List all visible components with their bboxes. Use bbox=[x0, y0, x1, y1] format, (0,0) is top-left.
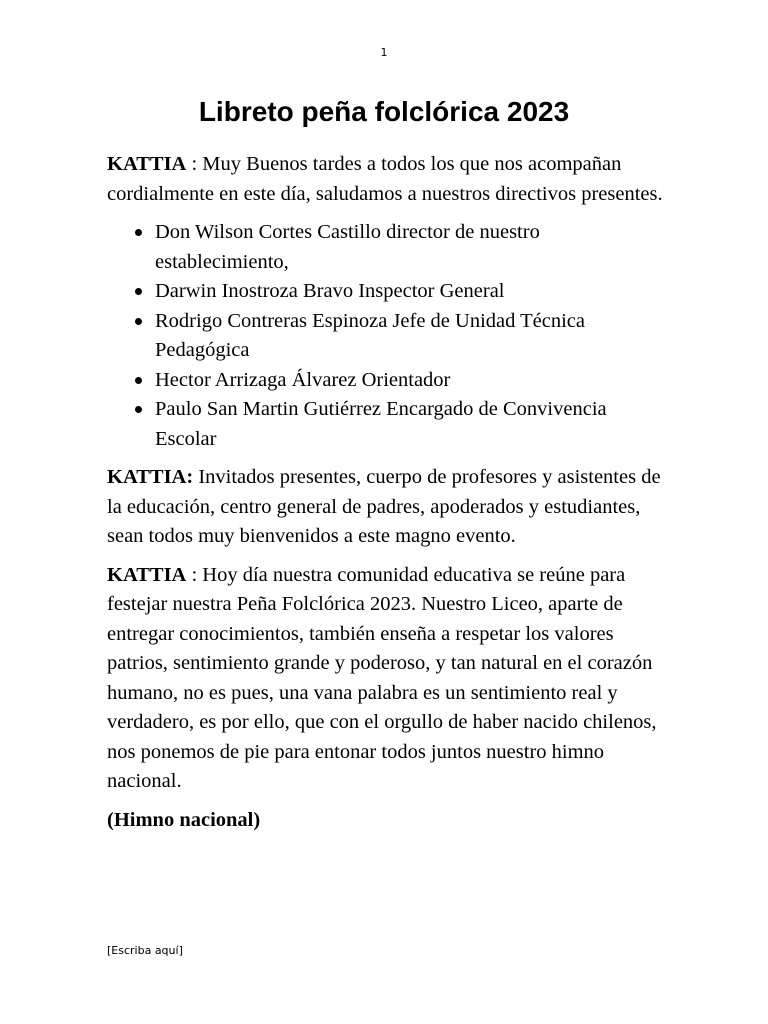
list-item bbox=[107, 277, 667, 307]
bullet-icon bbox=[135, 318, 142, 325]
bullet-icon bbox=[135, 229, 142, 236]
list-item-text: Hector Arrizaga Álvarez Orientador bbox=[155, 368, 451, 391]
list-item bbox=[107, 307, 667, 366]
paragraph-anthem-intro bbox=[107, 561, 667, 797]
bullet-icon bbox=[135, 406, 142, 413]
paragraph-greeting bbox=[107, 150, 667, 209]
bullet-icon bbox=[135, 377, 142, 384]
speaker-name: KATTIA bbox=[107, 563, 187, 586]
paragraph-text: : Hoy día nuestra comunidad educativa se reúne para festejar nuestra Peña Folclórica 2023. Nuestro Liceo, aparte de entregar conocimientos, también enseña a respetar los valores patrios, sentimiento grande y poderoso, y tan natural en el corazón humano, no es pues, una vana palabra es un sentimiento real y verdadero, es por ello, que con el orgullo de haber nacido chilenos, nos ponemos de pie para entonar todos juntos nuestro himno nacional. bbox=[107, 563, 657, 792]
speaker-name: KATTIA bbox=[107, 153, 187, 175]
page-number: 1 bbox=[380, 46, 388, 59]
directors-list bbox=[107, 218, 667, 454]
list-item-text: Darwin Inostroza Bravo Inspector General bbox=[155, 280, 505, 302]
page-footer: [Escriba aquí] bbox=[107, 944, 183, 957]
list-item-text: Paulo San Martin Gutiérrez Encargado de Convivencia Escolar bbox=[155, 398, 607, 450]
list-item-text: Don Wilson Cortes Castillo director de nuestro establecimiento, bbox=[155, 221, 540, 273]
list-item bbox=[107, 395, 667, 454]
list-item-text: Rodrigo Contreras Espinoza Jefe de Unidad Técnica Pedagógica bbox=[155, 309, 585, 361]
bullet-icon bbox=[135, 288, 142, 295]
list-item bbox=[107, 218, 667, 277]
paragraph-welcome bbox=[107, 463, 667, 552]
document-title: Libreto peña folclórica 2023 bbox=[198, 96, 570, 127]
list-item bbox=[107, 366, 667, 396]
document-body bbox=[107, 150, 667, 844]
paragraph-text: : Muy Buenos tardes a todos los que nos acompañan cordialmente en este día, saludamos a nuestros directivos presentes. bbox=[107, 153, 663, 205]
speaker-name: KATTIA: bbox=[107, 466, 194, 488]
stage-direction: (Himno nacional) bbox=[107, 808, 261, 831]
paragraph-text: Invitados presentes, cuerpo de profesores y asistentes de la educación, centro general de padres, apoderados y estudiantes, sean todos muy bienvenidos a este magno evento. bbox=[107, 466, 661, 547]
